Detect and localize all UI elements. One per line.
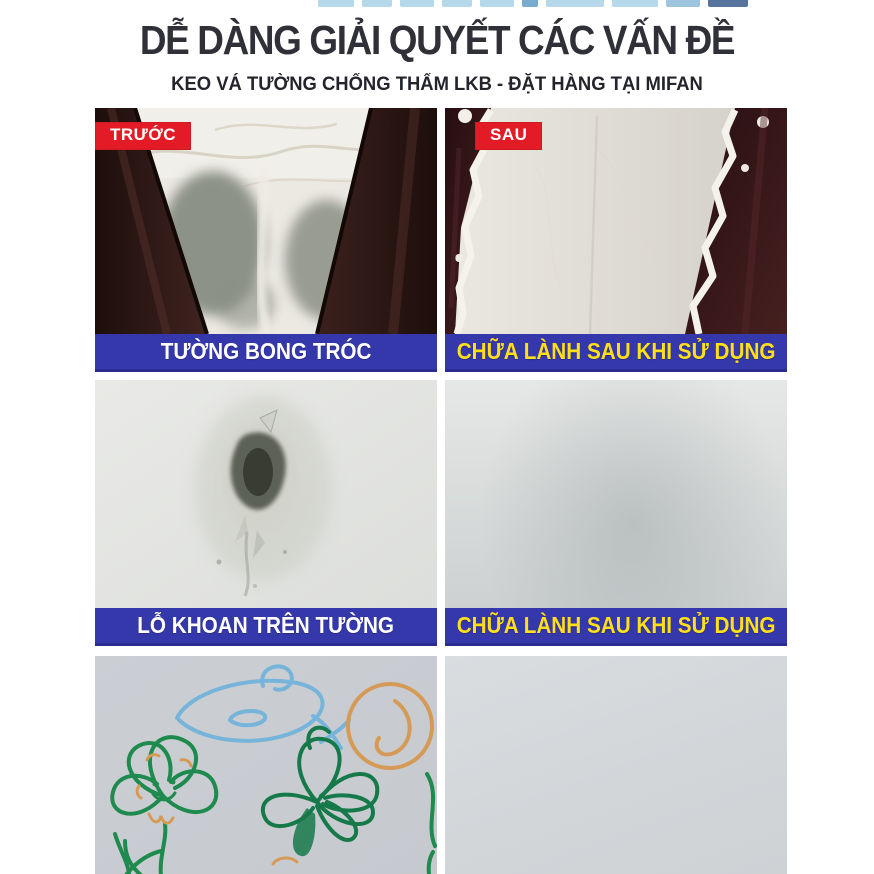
caption-bar — [95, 334, 437, 372]
plain-wall-illustration — [445, 656, 787, 874]
panel-drilled-hole — [95, 380, 437, 646]
panel-plain-wall — [445, 656, 787, 874]
panel-smooth-wall — [445, 380, 787, 646]
caption-bar — [445, 334, 787, 372]
photo-peeling-ceiling-corner — [95, 108, 437, 334]
caption-label: LỖ KHOAN TRÊN TƯỜNG — [137, 612, 395, 638]
panel-crayon-doodles — [95, 656, 437, 874]
caption-bar — [95, 608, 437, 646]
page-subtitle: KEO VÁ TƯỜNG CHỐNG THẤM LKB - ĐẶT HÀNG TẠI MIFAN — [171, 74, 703, 95]
photo-drilled-hole — [95, 380, 437, 608]
flower-eye — [153, 782, 158, 787]
photo-smooth-wall — [445, 380, 787, 608]
photo-healed-ceiling-corner — [445, 108, 787, 334]
after-badge: SAU — [475, 122, 542, 150]
crayon-doodles-illustration — [95, 656, 437, 874]
photo-plain-wall — [445, 656, 787, 874]
flower-eye — [171, 780, 176, 785]
caption-label: TƯỜNG BONG TRÓC — [160, 338, 372, 364]
photo-crayon-doodles — [95, 656, 437, 874]
caption-label: CHỮA LÀNH SAU KHI SỬ DỤNG — [456, 338, 776, 364]
panel-after-peeling — [445, 108, 787, 372]
smooth-wall-illustration — [445, 380, 787, 608]
caption-label: CHỮA LÀNH SAU KHI SỬ DỤNG — [456, 612, 776, 638]
drilled-hole-illustration — [95, 380, 437, 608]
before-badge: TRƯỚC — [95, 122, 191, 150]
page-title: DỄ DÀNG GIẢI QUYẾT CÁC VẤN ĐỀ — [139, 17, 735, 63]
panel-before-peeling — [95, 108, 437, 372]
clipped-top-text — [318, 0, 748, 7]
caption-bar — [445, 608, 787, 646]
